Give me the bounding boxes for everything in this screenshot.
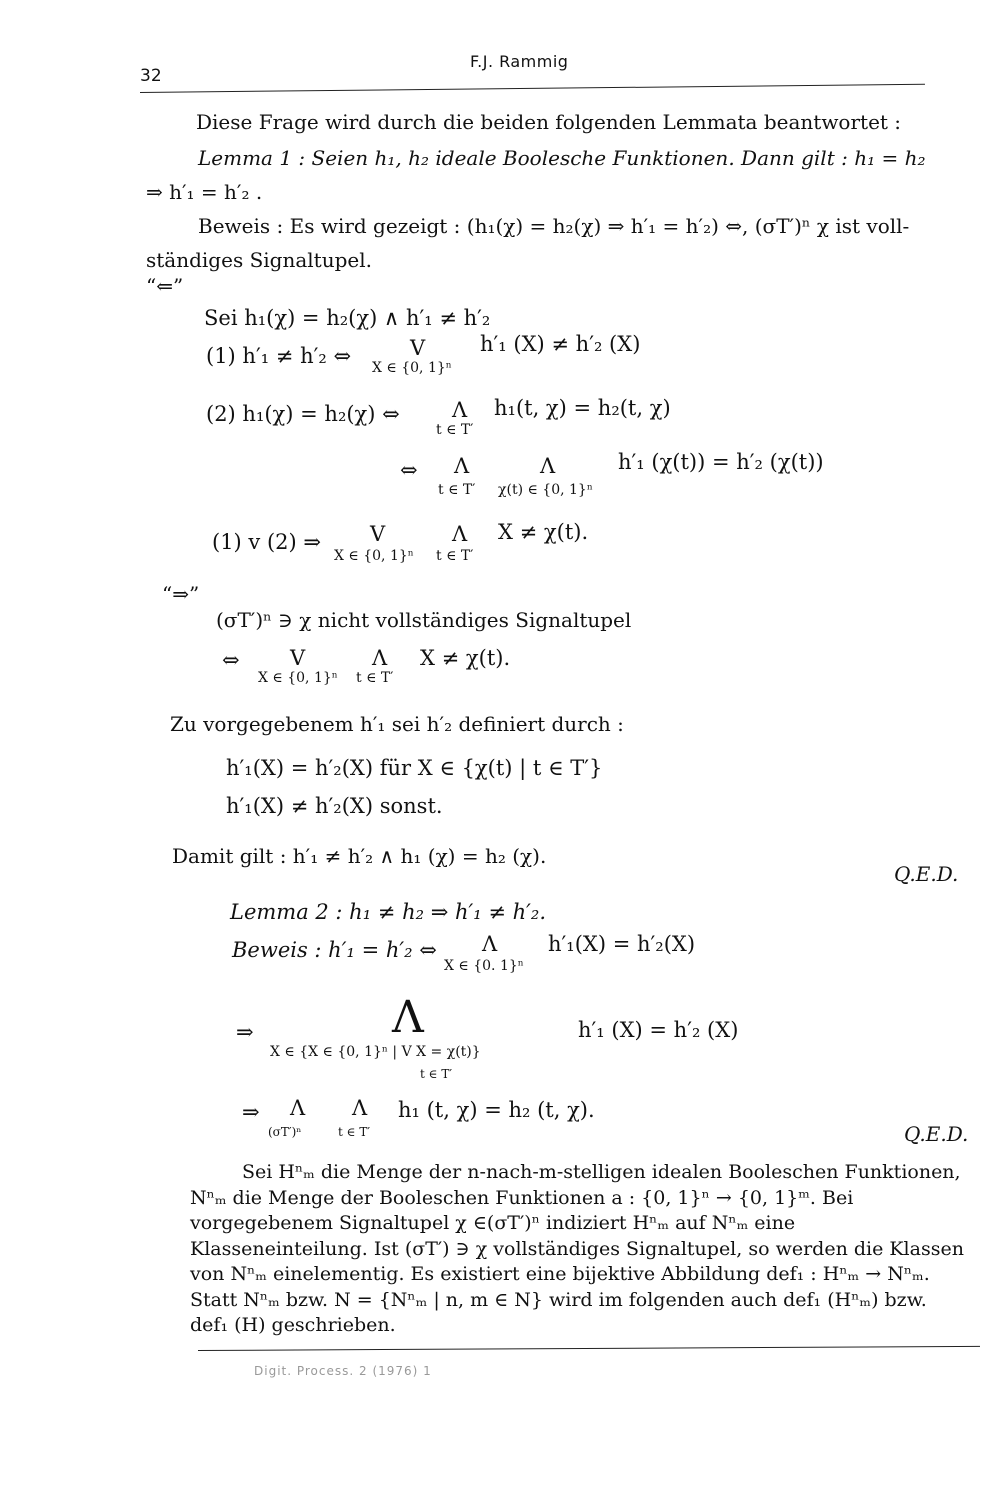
fwd-operator2: Λ (372, 646, 388, 670)
eq1-rhs: h′₁ (X) ≠ h′₂ (X) (480, 332, 641, 356)
final-paragraph: Sei Hⁿₘ die Menge der n-nach-m-stelligen idealen Booleschen Funktionen, Nⁿₘ die Menge der Booleschen Funktionen a : {0, 1}ⁿ → {0, 1}ᵐ. Bei vorgegebenem Signaltupel χ ∈(σT′)ⁿ indiziert Hⁿₘ auf Nⁿₘ eine Klasseneinteilung. Ist (σT′) ∋ χ vollständiges Signaltupel, so werden die Klassen von Nⁿₘ einelementig. Es existiert eine bijektive Abbildung def₁ : Hⁿₘ → Nⁿₘ. Statt Nⁿₘ bzw. N = {Nⁿₘ | n, m ∈ N} wird im folgenden auch def₁ (Hⁿₘ) bzw. def₁ (H) geschrieben. (190, 1161, 964, 1336)
fwd-lhs: ⇔ (222, 648, 240, 672)
header-rule (140, 84, 925, 93)
eq4-rhs: X ≠ χ(t). (498, 520, 589, 544)
eq1-operator: V (410, 336, 426, 360)
footer-text: Digit. Process. 2 (1976) 1 (254, 1364, 432, 1378)
fwd-rhs: X ≠ χ(t). (420, 646, 511, 670)
beweis1-line2: ständiges Signaltupel. (146, 248, 372, 272)
lemma2-beweis-lhs: Beweis : h′₁ = h′₂ ⇔ (232, 938, 437, 962)
sei-line: Sei h₁(χ) = h₂(χ) ∧ h′₁ ≠ h′₂ (204, 306, 491, 330)
fwd-subscript1: X ∈ {0, 1}ⁿ (258, 670, 338, 686)
lemma2-subscript: X ∈ {0. 1}ⁿ (444, 958, 524, 974)
zu-line: Zu vorgegebenem h′₁ sei h′₂ definiert durch : (170, 712, 624, 736)
eq2-operator: Λ (452, 398, 468, 422)
lemma2-statement: Lemma 2 : h₁ ≠ h₂ ⇒ h′₁ ≠ h′₂. (230, 900, 547, 924)
big-conj-operator: Λ (392, 992, 424, 1043)
final-operator1: Λ (290, 1096, 306, 1120)
page-number: 32 (140, 66, 162, 86)
eq3-lhs: ⇔ (400, 458, 418, 482)
eq2-lhs: (2) h₁(χ) = h₂(χ) ⇔ (206, 402, 400, 426)
footer-rule (198, 1346, 980, 1351)
eq2-rhs: h₁(t, χ) = h₂(t, χ) (494, 396, 671, 420)
big-conj-subsubscript: t ∈ T′ (420, 1067, 453, 1081)
beweis1-line1: Beweis : Es wird gezeigt : (h₁(χ) = h₂(χ) ⇒ h′₁ = h′₂) ⇔, (σT′)ⁿ χ ist voll- (198, 214, 910, 238)
final-lhs: ⇒ (242, 1100, 260, 1124)
running-head: F.J. Rammig (470, 52, 569, 71)
qed-1: Q.E.D. (894, 862, 959, 886)
eq4-operator1: V (370, 522, 386, 546)
final-operator2: Λ (352, 1096, 368, 1120)
lemma1-conclusion: ⇒ h′₁ = h′₂ . (146, 180, 263, 204)
final-subscript2: t ∈ T′ (338, 1125, 371, 1139)
eq1-lhs: (1) h′₁ ≠ h′₂ ⇔ (206, 344, 352, 368)
direction-back: “⇐” (146, 274, 184, 298)
eq1-subscript: X ∈ {0, 1}ⁿ (372, 360, 452, 376)
fwd-operator1: V (290, 646, 306, 670)
lemma2-operator: Λ (482, 932, 498, 956)
direction-forward: “⇒” (162, 582, 200, 606)
big-conj-lhs: ⇒ (236, 1020, 254, 1044)
fwd-subscript2: t ∈ T′ (356, 670, 394, 686)
eq3-subscript2: χ(t) ∈ {0, 1}ⁿ (498, 482, 593, 498)
damit-line: Damit gilt : h′₁ ≠ h′₂ ∧ h₁ (χ) = h₂ (χ). (172, 844, 547, 868)
big-conj-rhs: h′₁ (X) = h′₂ (X) (578, 1018, 739, 1042)
final-subscript1: (σT′)ⁿ (268, 1125, 302, 1139)
big-conj-subscript: X ∈ {X ∈ {0, 1}ⁿ | V X = χ(t)} (270, 1044, 481, 1060)
eq4-lhs: (1) v (2) ⇒ (212, 530, 321, 554)
eq4-subscript1: X ∈ {0, 1}ⁿ (334, 548, 414, 564)
definition-line1: h′₁(X) = h′₂(X) für X ∈ {χ(t) | t ∈ T′} (226, 756, 603, 780)
eq3-operator1: Λ (454, 454, 470, 478)
definition-line2: h′₁(X) ≠ h′₂(X) sonst. (226, 794, 443, 818)
eq4-operator2: Λ (452, 522, 468, 546)
eq3-operator2: Λ (540, 454, 556, 478)
eq3-rhs: h′₁ (χ(t)) = h′₂ (χ(t)) (618, 450, 824, 474)
lemma2-rhs: h′₁(X) = h′₂(X) (548, 932, 696, 956)
lemma1-statement: Lemma 1 : Seien h₁, h₂ ideale Boolesche Funktionen. Dann gilt : h₁ = h₂ (198, 146, 926, 170)
eq2-subscript: t ∈ T′ (436, 422, 474, 438)
qed-2: Q.E.D. (904, 1122, 969, 1146)
forward-line: (σT′)ⁿ ∋ χ nicht vollständiges Signaltupel (216, 608, 632, 632)
eq4-subscript2: t ∈ T′ (436, 548, 474, 564)
intro-text: Diese Frage wird durch die beiden folgenden Lemmata beantwortet : (196, 110, 902, 134)
final-rhs: h₁ (t, χ) = h₂ (t, χ). (398, 1098, 595, 1122)
eq3-subscript1: t ∈ T′ (438, 482, 476, 498)
